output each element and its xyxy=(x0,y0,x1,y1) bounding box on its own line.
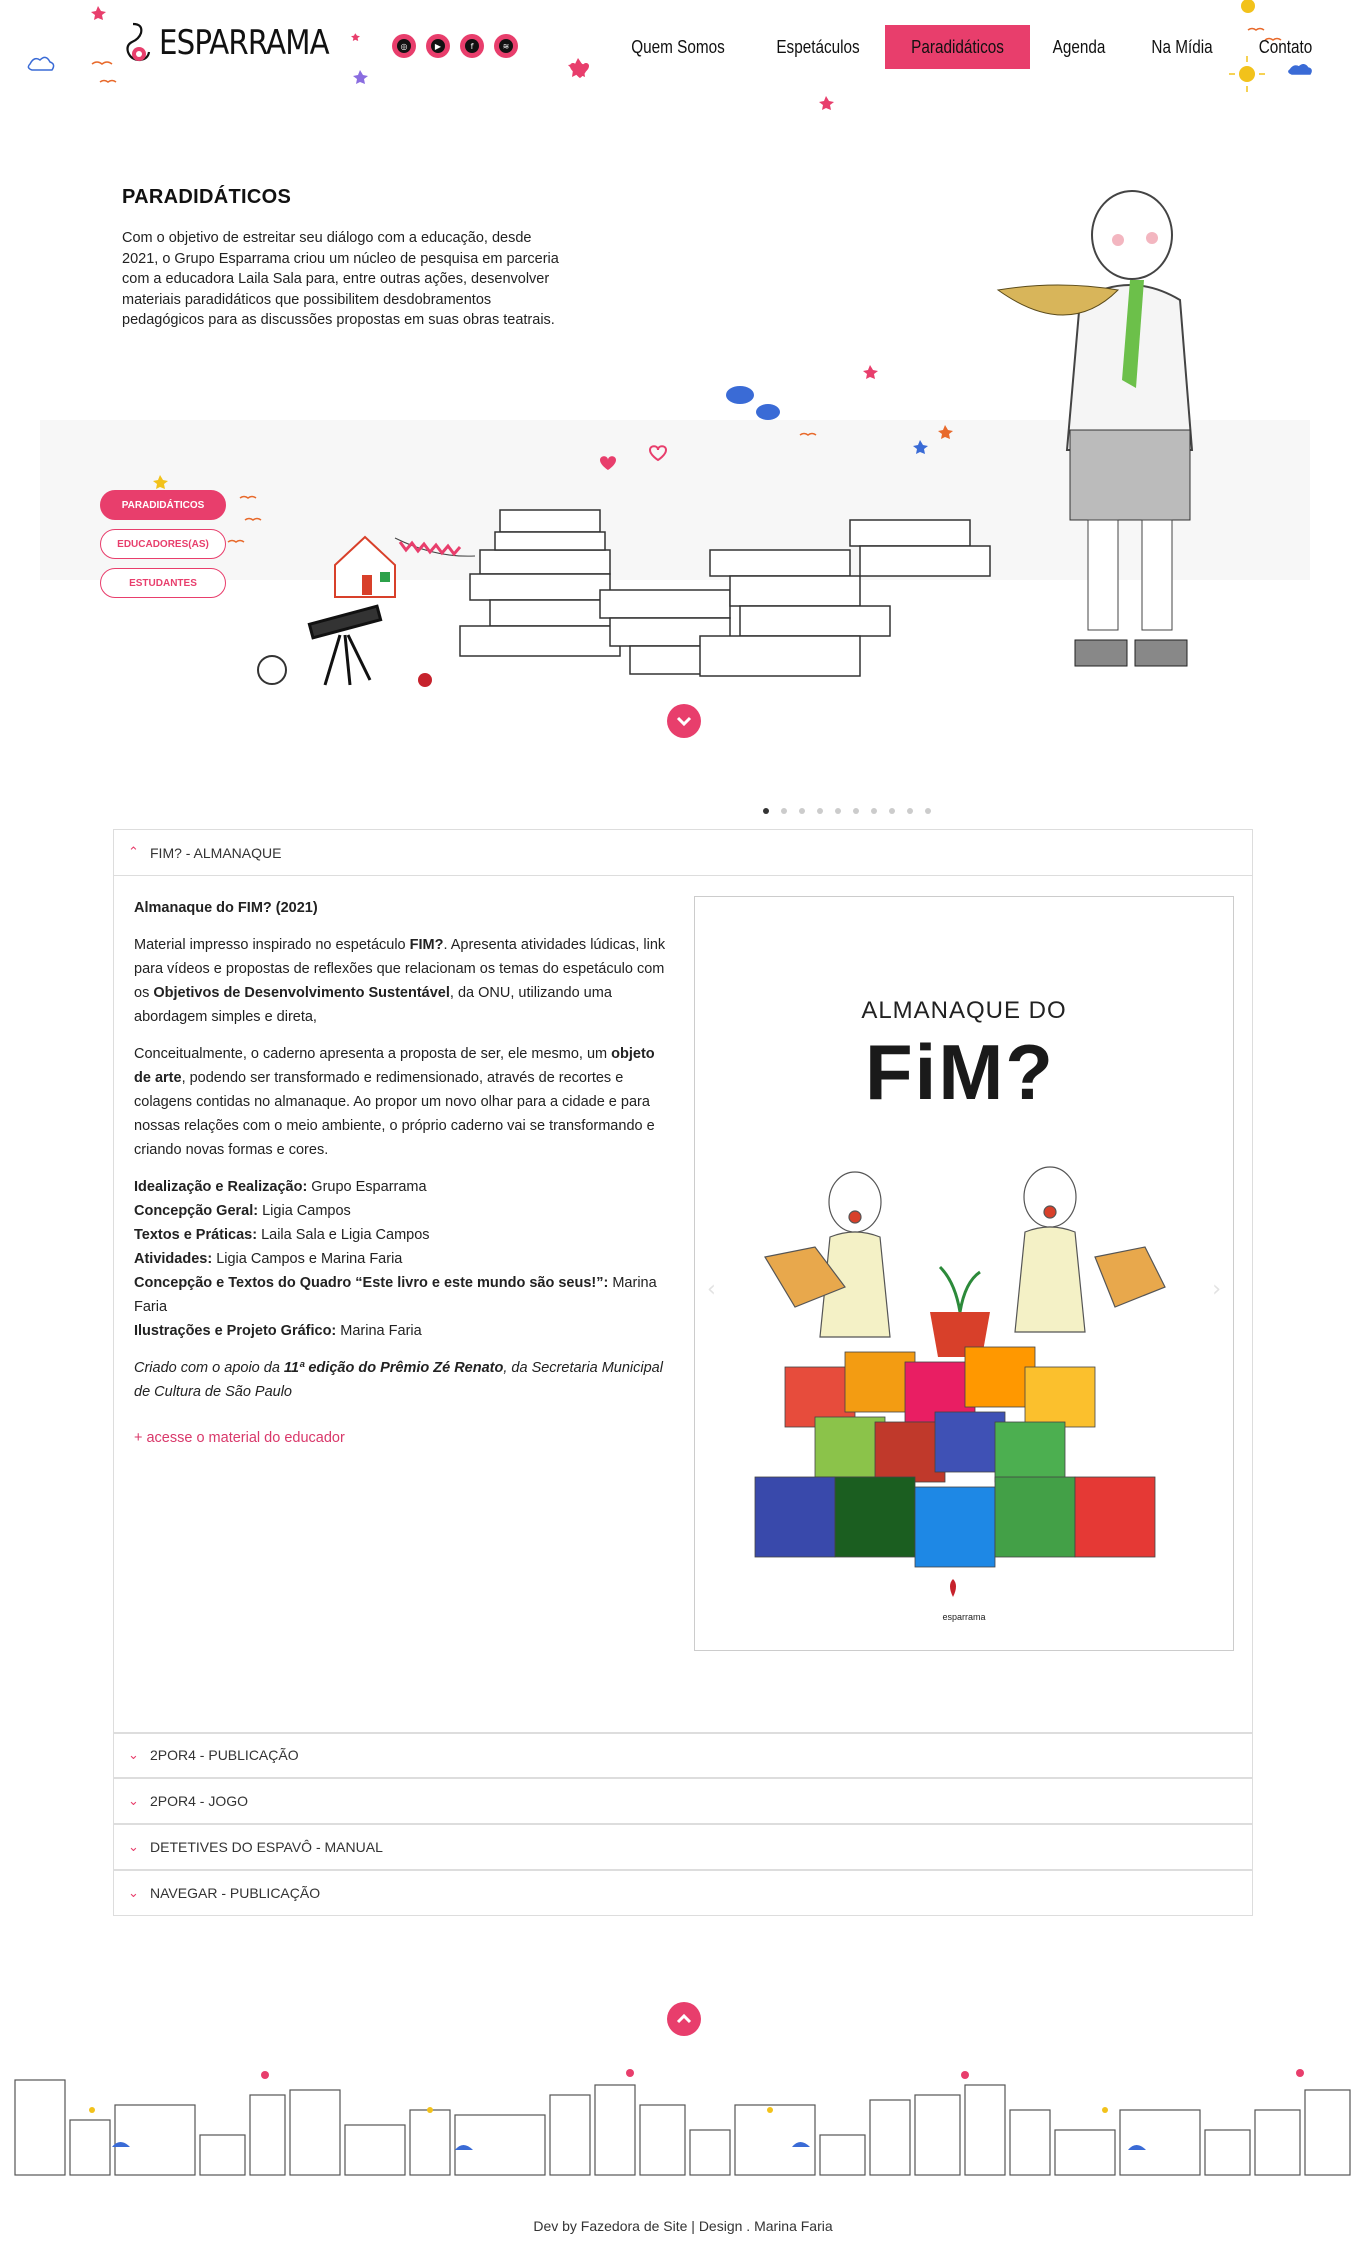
carousel-dot[interactable] xyxy=(835,808,841,814)
carousel-dot[interactable] xyxy=(799,808,805,814)
main-nav xyxy=(605,25,1335,69)
accordion-header-2por4-jogo[interactable] xyxy=(113,1778,1253,1824)
carousel-dot[interactable] xyxy=(853,808,859,814)
chevron-down-icon: ⌄ xyxy=(128,1793,139,1809)
nav-item-paradidaticos[interactable]: Paradidáticos xyxy=(885,25,1030,69)
carousel-dot[interactable] xyxy=(781,808,787,814)
carousel-dot[interactable] xyxy=(763,808,769,814)
accordion-title: 2POR4 - PUBLICAÇÃO xyxy=(150,1747,299,1763)
filter-estudantes-button[interactable]: ESTUDANTES xyxy=(100,568,226,598)
book-cover-brand: esparrama xyxy=(942,1612,986,1622)
hero-intro-text: Com o objetivo de estreitar seu diálogo com a educação, desde 2021, o Grupo Esparrama criou um núcleo de pesquisa em parceria com a educadora Laila Sala para, entre outras ações, desenvolver materiais paradidáticos que possibilitem desdobramentos pedagógicos para as discussões propostas em suas obras teatrais. xyxy=(122,230,559,328)
book-cover-illustration xyxy=(695,897,1234,1651)
spotify-icon[interactable]: ≋ xyxy=(494,34,518,58)
hero-illustration xyxy=(40,180,1310,740)
book-cover-title-top: ALMANAQUE DO xyxy=(861,997,1067,1024)
carousel-dots xyxy=(763,808,931,814)
logo-mark-icon xyxy=(125,20,153,66)
back-to-top-button[interactable] xyxy=(667,2002,701,2036)
credit-line: Textos e Práticas: Laila Sala e Ligia Campos xyxy=(134,1227,430,1243)
chevron-down-icon: ⌄ xyxy=(128,1839,139,1855)
chevron-down-icon xyxy=(676,716,692,726)
carousel-dot[interactable] xyxy=(925,808,931,814)
accordion-header-2por4-publicacao[interactable] xyxy=(113,1732,1253,1778)
chevron-up-icon xyxy=(676,2014,692,2024)
footer-credit: Dev by Fazedora de Site | Design . Marina Faria xyxy=(533,2218,833,2234)
nav-item-espetaculos[interactable]: Espetáculos xyxy=(776,36,860,57)
nav-item-quem-somos[interactable]: Quem Somos xyxy=(631,36,725,57)
carousel-dot[interactable] xyxy=(907,808,913,814)
credit-line: Concepção e Textos do Quadro “Este livro e este mundo são seus!”: Marina Faria xyxy=(134,1275,657,1315)
social-links xyxy=(392,34,518,58)
accordion-title: DETETIVES DO ESPAVÔ - MANUAL xyxy=(150,1839,383,1855)
book-cover-carousel[interactable] xyxy=(694,896,1234,1651)
nav-item-na-midia[interactable]: Na Mídia xyxy=(1151,36,1213,57)
accordion-title: NAVEGAR - PUBLICAÇÃO xyxy=(150,1885,321,1901)
carousel-dot[interactable] xyxy=(817,808,823,814)
credit-line: Atividades: Ligia Campos e Marina Faria xyxy=(134,1251,403,1267)
filter-educadores-button[interactable]: EDUCADORES(AS) xyxy=(100,529,226,559)
section-filter xyxy=(100,490,226,598)
book-cover-title-main: FiM? xyxy=(865,1028,1055,1116)
credit-line: Ilustrações e Projeto Gráfico: Marina Faria xyxy=(134,1323,422,1339)
instagram-icon[interactable]: ◎ xyxy=(392,34,416,58)
logo[interactable] xyxy=(125,20,356,66)
carousel-next-arrow[interactable]: › xyxy=(1212,1277,1221,1302)
credits-list xyxy=(134,1175,674,1343)
accordion-fim-almanaque xyxy=(113,829,1253,1734)
chevron-up-icon: ⌃ xyxy=(128,845,139,860)
footer-city-illustration xyxy=(0,2055,1366,2185)
logo-text: ESPARRAMA xyxy=(159,23,329,63)
facebook-icon[interactable]: f xyxy=(460,34,484,58)
accordion-header-fim-almanaque[interactable] xyxy=(114,830,1252,876)
carousel-dot[interactable] xyxy=(889,808,895,814)
youtube-icon[interactable]: ▶ xyxy=(426,34,450,58)
chevron-down-icon: ⌄ xyxy=(128,1747,139,1763)
chevron-down-icon: ⌄ xyxy=(128,1885,139,1901)
accordion-body xyxy=(114,876,1252,1733)
paragraph-1: Material impresso inspirado no espetáculo FIM?. Apresenta atividades lúdicas, link para vídeos e propostas de reflexões que relacionam os temas do espetáculo com os Objetivos de Desenvolvimento Sustentável, da ONU, utilizando uma abordagem simples e direta, xyxy=(134,937,666,1025)
filter-paradidaticos-button[interactable]: PARADIDÁTICOS xyxy=(100,490,226,520)
accordion-title: FIM? - ALMANAQUE xyxy=(150,844,282,861)
almanaque-heading: Almanaque do FIM? (2021) xyxy=(134,900,318,916)
credit-line: Concepção Geral: Ligia Campos xyxy=(134,1203,351,1219)
credit-line: Idealização e Realização: Grupo Esparrama xyxy=(134,1179,427,1195)
site-header xyxy=(0,0,1366,100)
accordion-header-navegar-publicacao[interactable] xyxy=(113,1870,1253,1916)
almanaque-description xyxy=(134,896,674,1450)
accordion-title: 2POR4 - JOGO xyxy=(150,1793,249,1809)
carousel-dot[interactable] xyxy=(871,808,877,814)
educator-material-link[interactable]: + acesse o material do educador xyxy=(134,1430,345,1446)
nav-item-agenda[interactable]: Agenda xyxy=(1052,36,1106,57)
scroll-down-button[interactable] xyxy=(667,704,701,738)
nav-item-contato[interactable]: Contato xyxy=(1259,36,1313,57)
page-title: PARADIDÁTICOS xyxy=(122,186,292,208)
support-note: Criado com o apoio da 11ª edição do Prêmio Zé Renato, da Secretaria Municipal de Cultura de São Paulo xyxy=(134,1360,663,1400)
carousel-prev-arrow[interactable]: ‹ xyxy=(707,1277,716,1302)
paragraph-2: Conceitualmente, o caderno apresenta a proposta de ser, ele mesmo, um objeto de arte, podendo ser transformado e redimensionado, através de recortes e colagens contidas no almanaque. Ao propor um novo olhar para a cidade e para nossas relações com o meio ambiente, o próprio caderno vai se transformando e criando novas formas e cores. xyxy=(134,1046,655,1158)
accordion-header-detetives-manual[interactable] xyxy=(113,1824,1253,1870)
